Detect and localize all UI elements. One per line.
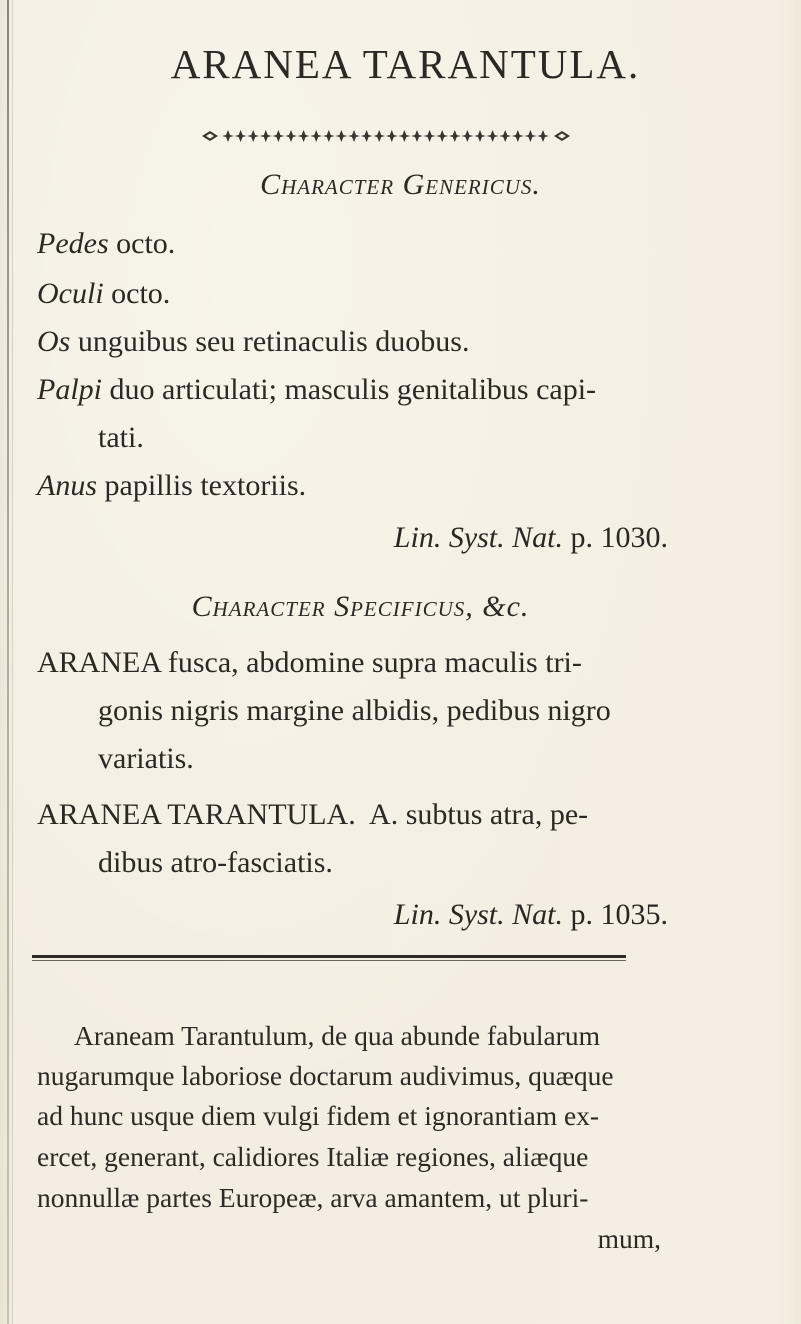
specificus-desc1-line-3: variatis. bbox=[98, 742, 194, 775]
genericus-line-5: tati. bbox=[98, 421, 144, 454]
genericus-line-2: Oculi octo. bbox=[37, 277, 171, 310]
body-text-line-4: ercet, generant, calidiores Italiæ regiones, aliæque bbox=[37, 1141, 589, 1172]
fleuron-mark bbox=[461, 130, 473, 142]
character-specificus-heading: Character Specificus, &c. bbox=[191, 590, 530, 623]
body-text-line-6: mum, bbox=[597, 1223, 661, 1254]
genericus-line-1: Pedes octo. bbox=[37, 227, 176, 260]
fleuron-mark bbox=[474, 130, 486, 142]
fleuron-mark bbox=[436, 130, 448, 142]
body-text-line-1: Araneam Tarantulum, de qua abunde fabularum bbox=[74, 1020, 600, 1051]
fleuron-mark bbox=[537, 130, 549, 142]
fleuron-ornament-icon bbox=[200, 128, 572, 144]
specificus-desc1-line-1: ARANEA fusca, abdomine supra maculis tri- bbox=[37, 646, 582, 679]
fleuron-mark bbox=[398, 130, 410, 142]
body-text-line-2: nugarumque laboriose doctarum audivimus, quæque bbox=[37, 1060, 614, 1091]
specificus-desc2-line-1: ARANEA TARANTULA. A. subtus atra, pe- bbox=[37, 798, 589, 831]
fleuron-mark bbox=[298, 130, 310, 142]
fleuron-mark bbox=[449, 130, 461, 142]
fleuron-mark bbox=[411, 130, 423, 142]
genericus-line-6: Anus papillis textoriis. bbox=[37, 469, 307, 502]
fleuron-mark bbox=[348, 130, 360, 142]
fleuron-mark bbox=[424, 130, 436, 142]
specificus-desc2-line-2: dibus atro-fasciatis. bbox=[98, 846, 333, 879]
fleuron-mark bbox=[272, 130, 284, 142]
fleuron-mark bbox=[386, 130, 398, 142]
fleuron-mark bbox=[487, 130, 499, 142]
genericus-line-3: Os unguibus seu retinaculis duobus. bbox=[37, 325, 470, 358]
section-divider-rule-thin bbox=[32, 960, 626, 961]
fleuron-mark bbox=[499, 130, 511, 142]
fleuron-mark bbox=[373, 130, 385, 142]
specificus-desc1-line-2: gonis nigris margine albidis, pedibus nigro bbox=[98, 694, 611, 727]
character-genericus-heading: Character Genericus. bbox=[260, 168, 541, 201]
section-divider-rule bbox=[32, 955, 626, 958]
fleuron-mark bbox=[235, 130, 247, 142]
body-text-line-5: nonnullæ partes Europeæ, arva amantem, ut pluri- bbox=[37, 1182, 589, 1213]
fleuron-mark bbox=[285, 130, 297, 142]
fleuron-mark bbox=[361, 130, 373, 142]
fleuron-mark bbox=[335, 130, 347, 142]
specificus-reference: Lin. Syst. Nat. p. 1035. bbox=[393, 898, 668, 931]
genericus-reference: Lin. Syst. Nat. p. 1030. bbox=[393, 521, 668, 554]
fleuron-mark bbox=[524, 130, 536, 142]
genericus-line-4: Palpi duo articulati; masculis genitalibus capi- bbox=[37, 373, 597, 406]
fleuron-mark bbox=[247, 130, 259, 142]
fleuron-mark bbox=[323, 130, 335, 142]
fleuron-mark bbox=[260, 130, 272, 142]
fleuron-mark bbox=[512, 130, 524, 142]
body-text-line-3: ad hunc usque diem vulgi fidem et ignorantiam ex- bbox=[37, 1100, 600, 1131]
fleuron-mark bbox=[310, 130, 322, 142]
fleuron-mark bbox=[222, 130, 234, 142]
page-title: ARANEA TARANTULA. bbox=[170, 41, 641, 87]
